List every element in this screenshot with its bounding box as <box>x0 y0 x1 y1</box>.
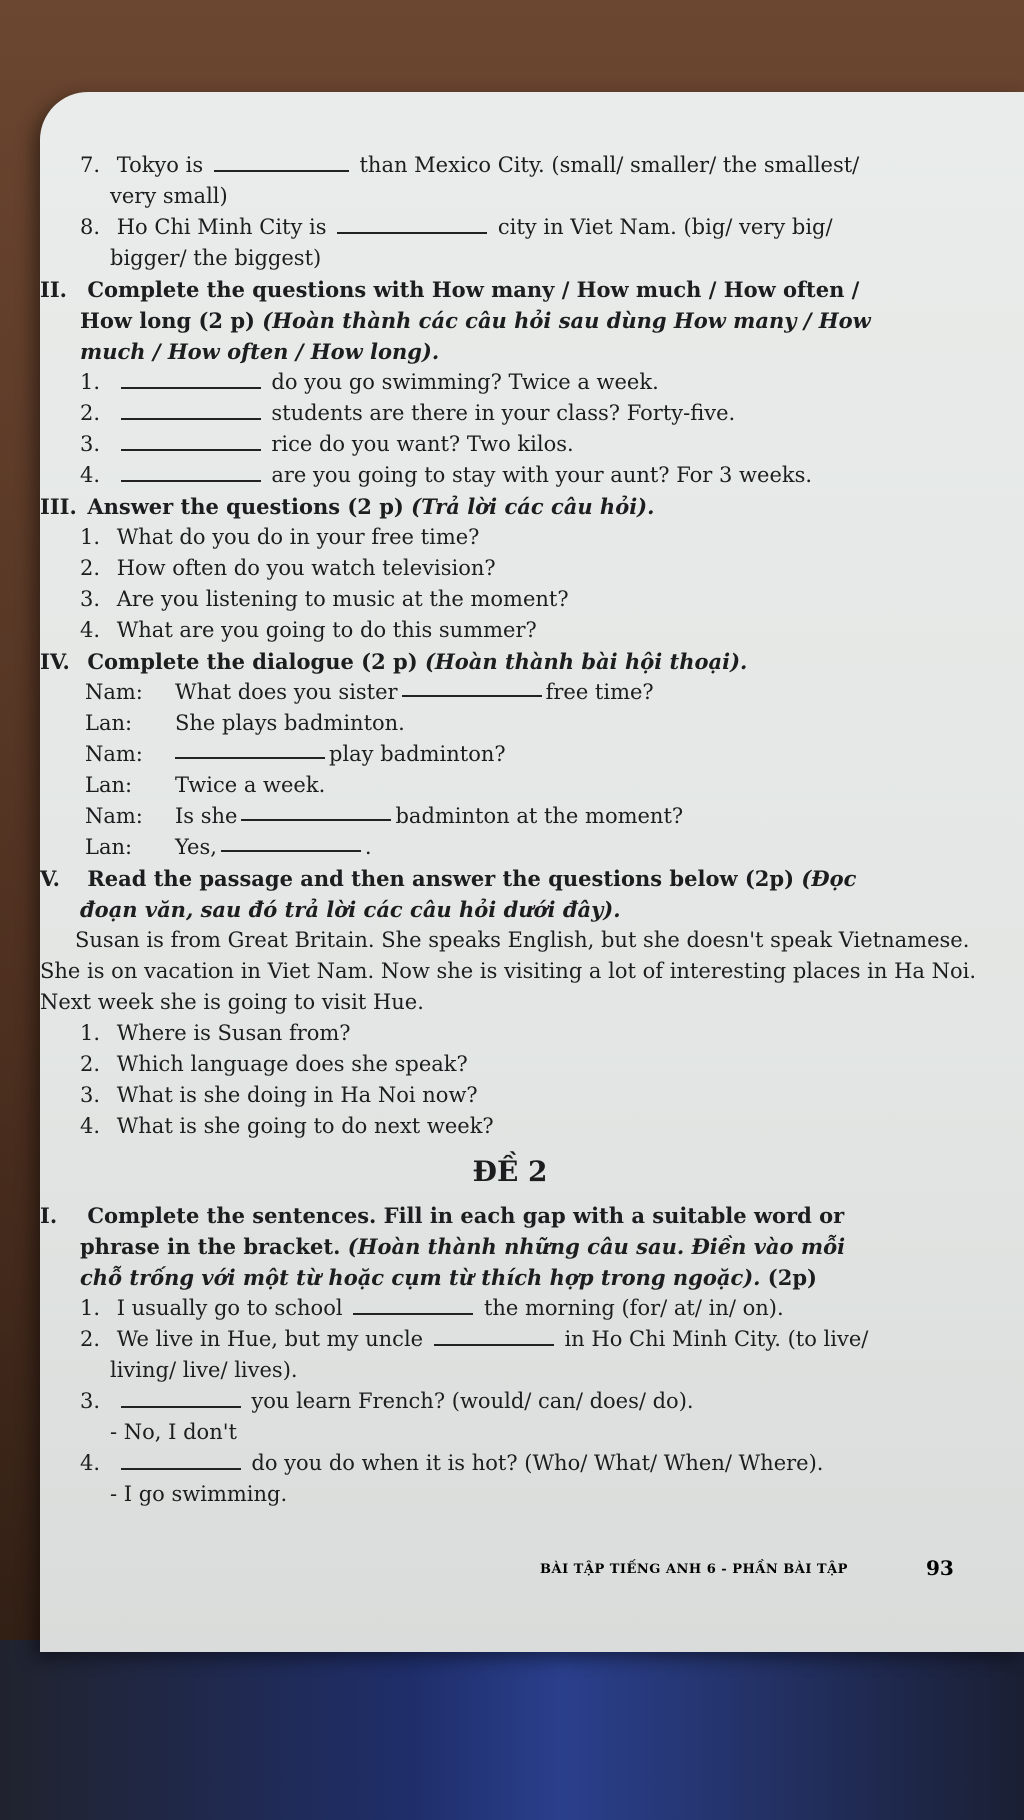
exercise-item-8-cont: bigger/ the biggest) <box>110 246 322 270</box>
section-2-item-2: 2. students are there in your class? Forty-five. <box>80 401 736 425</box>
answer-blank[interactable] <box>402 677 542 697</box>
dialogue-line-1: Nam: What does you sister free time? <box>40 677 980 708</box>
section-4-heading: IV. Complete the dialogue (2 p) (Hoàn thành bài hội thoại). <box>40 649 748 674</box>
answer-blank[interactable] <box>221 832 361 852</box>
dialogue-line-2: Lan: She plays badminton. <box>85 711 405 735</box>
section-5-heading: V. Read the passage and then answer the questions below (2p) (Đọc <box>40 866 857 891</box>
answer-blank[interactable] <box>175 739 325 759</box>
answer-blank[interactable] <box>121 369 261 389</box>
section-5-item-2: 2. Which language does she speak? <box>80 1052 468 1076</box>
exercise-item-7: 7. Tokyo is than Mexico City. (small/ smaller/ the smallest/ <box>80 153 860 177</box>
dialogue-line-6: Lan: Yes, . <box>40 832 980 863</box>
section-3-item-4: 4. What are you going to do this summer? <box>80 618 537 642</box>
answer-blank[interactable] <box>214 152 349 172</box>
section-5-item-4: 4. What is she going to do next week? <box>80 1114 494 1138</box>
page-content <box>40 150 980 1570</box>
section-3-item-3: 3. Are you listening to music at the moment? <box>80 587 569 611</box>
section-5-heading-line2: đoạn văn, sau đó trả lời các câu hỏi dưới đây). <box>80 897 621 922</box>
dialogue-line-4: Lan: Twice a week. <box>85 773 326 797</box>
section-2-heading-line3: much / How often / How long). <box>80 339 440 364</box>
exercise-item-7-cont: very small) <box>110 184 228 208</box>
dialogue-line-5: Nam: Is she badminton at the moment? <box>40 801 980 832</box>
section-5-item-1: 1. Where is Susan from? <box>80 1021 351 1045</box>
section-3-heading: III. Answer the questions (2 p) (Trả lời các câu hỏi). <box>40 494 655 519</box>
answer-blank[interactable] <box>434 1326 554 1346</box>
answer-blank[interactable] <box>121 462 261 482</box>
de2-item-3: 3. you learn French? (would/ can/ does/ do). <box>80 1389 694 1413</box>
blue-cloth <box>0 1640 1024 1820</box>
de2-item-2-cont: living/ live/ lives). <box>110 1358 298 1382</box>
answer-blank[interactable] <box>337 214 487 234</box>
book-footer: BÀI TẬP TIẾNG ANH 6 - PHẦN BÀI TẬP <box>540 1562 848 1577</box>
section-2-heading-line2: How long (2 p) (Hoàn thành các câu hỏi sau dùng How many / How <box>80 308 871 333</box>
answer-blank[interactable] <box>353 1295 473 1315</box>
de2-item-4-answer: - I go swimming. <box>110 1482 288 1506</box>
dialogue-line-3: Nam: play badminton? <box>40 739 980 770</box>
section-2-heading: II. Complete the questions with How many / How much / How often / <box>40 277 860 302</box>
answer-blank[interactable] <box>241 801 391 821</box>
answer-blank[interactable] <box>121 431 261 451</box>
exercise-item-8: 8. Ho Chi Minh City is city in Viet Nam. (big/ very big/ <box>80 215 833 239</box>
section-2-item-1: 1. do you go swimming? Twice a week. <box>80 370 659 394</box>
section-3-item-2: 2. How often do you watch television? <box>80 556 496 580</box>
de2-item-2: 2. We live in Hue, but my uncle in Ho Chi Minh City. (to live/ <box>80 1327 869 1351</box>
test-2-title: ĐỀ 2 <box>472 1155 548 1188</box>
section-5-item-3: 3. What is she doing in Ha Noi now? <box>80 1083 478 1107</box>
answer-blank[interactable] <box>121 1388 241 1408</box>
answer-blank[interactable] <box>121 1450 241 1470</box>
answer-blank[interactable] <box>121 400 261 420</box>
section-3-item-1: 1. What do you do in your free time? <box>80 525 480 549</box>
de2-section-1-heading-line3: chỗ trống với một từ hoặc cụm từ thích hợp trong ngoặc). (2p) <box>80 1265 817 1290</box>
section-2-item-3: 3. rice do you want? Two kilos. <box>80 432 574 456</box>
de2-item-3-answer: - No, I don't <box>110 1420 237 1444</box>
de2-section-1-heading: I. Complete the sentences. Fill in each gap with a suitable word or <box>40 1203 845 1228</box>
page-number: 93 <box>926 1556 954 1580</box>
de2-item-4: 4. do you do when it is hot? (Who/ What/ When/ Where). <box>80 1451 824 1475</box>
reading-passage: Susan is from Great Britain. She speaks English, but she doesn't speak Vietnamese. She is on vacation in Viet Nam. Now she is visiting a lot of interesting places in Ha Noi. Next week she is going to visit Hue. <box>40 928 976 1014</box>
de2-section-1-heading-line2: phrase in the bracket. (Hoàn thành những câu sau. Điền vào mỗi <box>80 1234 846 1259</box>
section-2-item-4: 4. are you going to stay with your aunt? For 3 weeks. <box>80 463 813 487</box>
de2-item-1: 1. I usually go to school the morning (for/ at/ in/ on). <box>80 1296 784 1320</box>
